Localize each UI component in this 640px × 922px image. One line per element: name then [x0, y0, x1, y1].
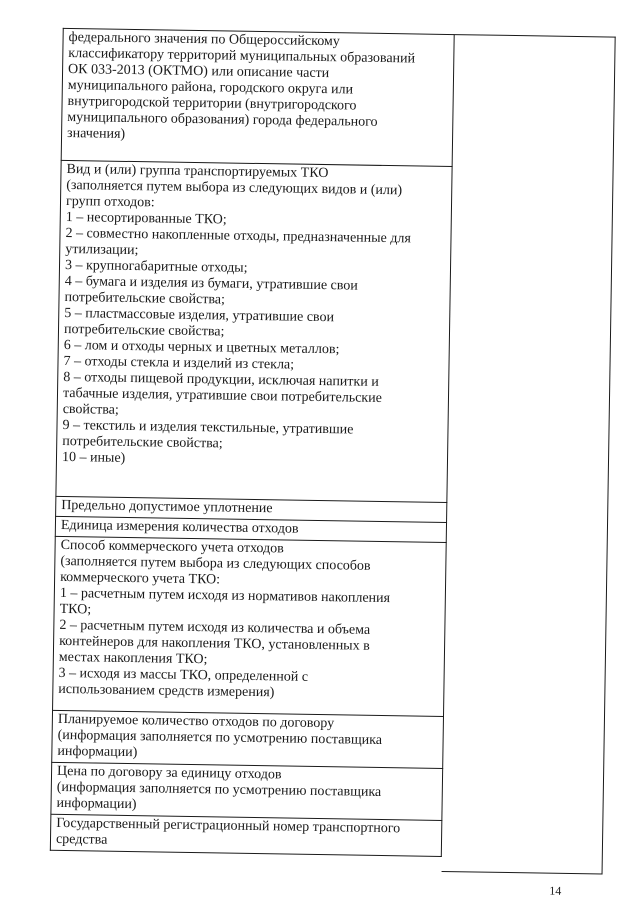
- text-line: внутригородской территории (внутригородского: [67, 93, 357, 114]
- text-line: 5 – пластмассовые изделия, утратившие свои: [64, 305, 335, 326]
- text-line: групп отходов:: [65, 193, 155, 211]
- text-line: Цена по договору за единицу отходов: [56, 763, 282, 783]
- text-line: ОК 033-2013 (ОКТМО) или описание части: [67, 61, 330, 82]
- table-row: [51, 762, 443, 820]
- text-line: (информация заполняется по усмотрению поставщика: [56, 779, 382, 801]
- text-line: значения): [66, 125, 126, 142]
- text-line: утилизации;: [65, 241, 139, 259]
- table-cell: [53, 536, 447, 716]
- text-line: коммерческого учета ТКО:: [60, 569, 221, 588]
- table-row: [61, 28, 454, 166]
- table-cell: [61, 28, 454, 166]
- text-line: Планируемое количество отходов по договору: [57, 711, 335, 732]
- text-line: Предельно допустимое уплотнение: [61, 497, 273, 517]
- empty-value-column: [442, 34, 616, 874]
- table-row: [52, 710, 444, 768]
- text-line: информации): [57, 743, 138, 761]
- text-line: Вид и (или) группа транспортируемых ТКО: [66, 161, 329, 182]
- table-cell: [52, 710, 444, 768]
- table-cell: [50, 814, 442, 856]
- text-line: 2 – совместно накопленные отходы, предназначенные для: [65, 225, 411, 247]
- text-line: муниципального образования) города федерального: [67, 109, 378, 130]
- text-line: 1 – несортированные ТКО;: [65, 209, 227, 228]
- text-line: (заполняется путем выбора из следующих видов и (или): [66, 177, 403, 199]
- text-line: Способ коммерческого учета отходов: [60, 537, 284, 557]
- text-line: контейнеров для накопления ТКО, установленных в: [59, 633, 370, 654]
- text-line: 8 – отходы пищевой продукции, исключая напитки и: [63, 369, 379, 390]
- text-line: информации): [56, 795, 137, 813]
- text-line: муниципального района, городского округа или: [67, 77, 354, 98]
- text-line: 6 – лом и отходы черных и цветных металлов;: [63, 337, 340, 358]
- text-line: потребительские свойства;: [63, 321, 225, 340]
- text-line: местах накопления ТКО;: [58, 649, 208, 668]
- text-line: ТКО;: [59, 601, 92, 618]
- text-line: 1 – расчетным путем исходя из нормативов накопления: [59, 585, 391, 607]
- table-row: [50, 814, 442, 856]
- text-line: 3 – крупногабаритные отходы;: [64, 257, 248, 276]
- document-table: [50, 28, 455, 857]
- text-line: 2 – расчетным путем исходя из количества и объема: [59, 617, 371, 638]
- text-line: 9 – текстиль и изделия текстильные, утратившие: [62, 417, 354, 438]
- table-cell: [56, 160, 452, 502]
- text-line: потребительские свойства;: [62, 433, 223, 452]
- text-line: потребительские свойства;: [64, 289, 226, 308]
- text-line: средства: [55, 831, 108, 848]
- text-line: классификатору территорий муниципальных образований: [68, 45, 416, 67]
- text-line: федерального значения по Общероссийскому: [68, 30, 340, 50]
- text-line: 7 – отходы стекла и изделий из стекла;: [63, 353, 295, 373]
- table-row: [53, 536, 447, 716]
- text-line: табачные изделия, утратившие свои потребительские: [62, 385, 382, 406]
- text-line: 10 – иные): [61, 449, 126, 466]
- text-line: свойства;: [62, 401, 119, 418]
- text-line: Государственный регистрационный номер транспортного: [56, 815, 401, 837]
- page-number: 14: [549, 883, 562, 898]
- table-row: [56, 160, 452, 502]
- table-cell: [51, 762, 443, 820]
- text-line: 3 – исходя из массы ТКО, определенной с: [58, 665, 309, 685]
- text-line: (заполняется путем выбора из следующих способов: [60, 553, 371, 574]
- text-line: Единица измерения количества отходов: [60, 517, 299, 537]
- text-line: использованием средств измерения): [58, 681, 275, 701]
- text-line: 4 – бумага и изделия из бумаги, утратившие свои: [64, 273, 358, 294]
- text-line: (информация заполняется по усмотрению поставщика: [57, 727, 383, 749]
